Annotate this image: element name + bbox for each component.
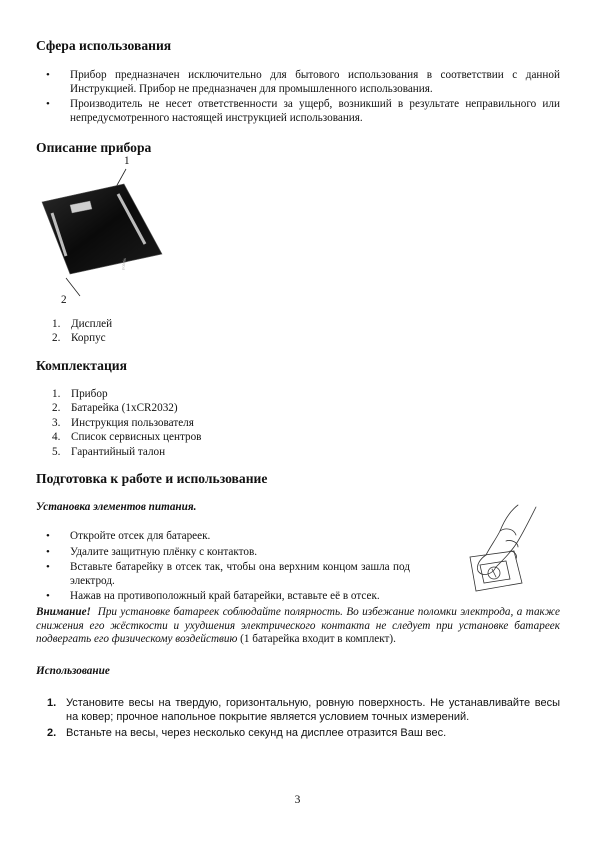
description-heading: Описание прибора <box>36 140 152 155</box>
battery-steps-list <box>56 530 410 606</box>
part-item-2: 2. Корпус <box>52 332 106 345</box>
package-item-5: 5. Гарантийный талон <box>52 445 166 458</box>
package-item-4: 4. Список сервисных центров <box>52 431 202 444</box>
callout-label-1: 1 <box>124 155 130 167</box>
scale-brand-logo: polaris <box>120 257 128 271</box>
usage-step-1: 1. Установите весы на твердую, горизонтальную, ровную поверхность. Не устанавливайте весы на ковер; прочное напольное покрытие является условием точных измерений. <box>47 697 560 723</box>
scale-illustration <box>36 160 176 300</box>
battery-step-4: • Нажав на противоположный край батарейки, вставьте её в отсек. <box>56 590 410 604</box>
battery-warning <box>36 606 560 647</box>
preparation-heading: Подготовка к работе и использование <box>36 471 268 486</box>
scope-bullet-2: • Производитель не несет ответственности за ущерб, возникший в результате неправильного или непредусмотренного настоящей инструкцией использования. <box>56 98 560 125</box>
battery-subheading: Установка элементов питания. <box>36 501 197 513</box>
battery-step-2: • Удалите защитную плёнку с контактов. <box>56 546 410 560</box>
scale-body <box>42 184 162 274</box>
package-heading: Комплектация <box>36 358 127 373</box>
warning-label: Внимание! <box>36 606 91 618</box>
package-item-2: 2. Батарейка (1xCR2032) <box>52 402 178 415</box>
battery-insertion-illustration <box>440 497 560 599</box>
package-list <box>52 387 201 459</box>
usage-steps-list <box>42 697 560 744</box>
parts-list <box>52 317 112 346</box>
page-number: 3 <box>294 794 301 806</box>
scope-bullet-list <box>56 69 560 127</box>
scope-bullet-1: • Прибор предназначен исключительно для бытового использования в соответствии с данной Инструкцией. Прибор не предназначен для промышленного использования. <box>56 69 560 96</box>
part-item-1: 1. Дисплей <box>52 318 113 330</box>
warning-note: (1 батарейка входит в комплект). <box>240 633 396 646</box>
usage-step-2: 2. Встаньте на весы, через несколько секунд на дисплее отразится Ваш вес. <box>47 727 447 740</box>
warning-text: При установке батареек соблюдайте полярность. Во избежание поломки электрода, а также снижения его жёсткости и ухудшения электрического контакта не следует при установке батареек подвергать его физическому воздействию <box>36 606 560 646</box>
battery-step-3: • Вставьте батарейку в отсек так, чтобы она верхним концом зашла под электрод. <box>56 561 410 588</box>
package-item-1: 1. Прибор <box>52 388 108 400</box>
callout-label-2: 2 <box>61 294 67 306</box>
package-item-3: 3. Инструкция пользователя <box>52 416 194 429</box>
callout-line-2 <box>66 278 80 296</box>
battery-step-1: • Откройте отсек для батареек. <box>56 530 410 544</box>
scope-heading: Сфера использования <box>36 38 172 53</box>
usage-subheading: Использование <box>36 665 110 677</box>
